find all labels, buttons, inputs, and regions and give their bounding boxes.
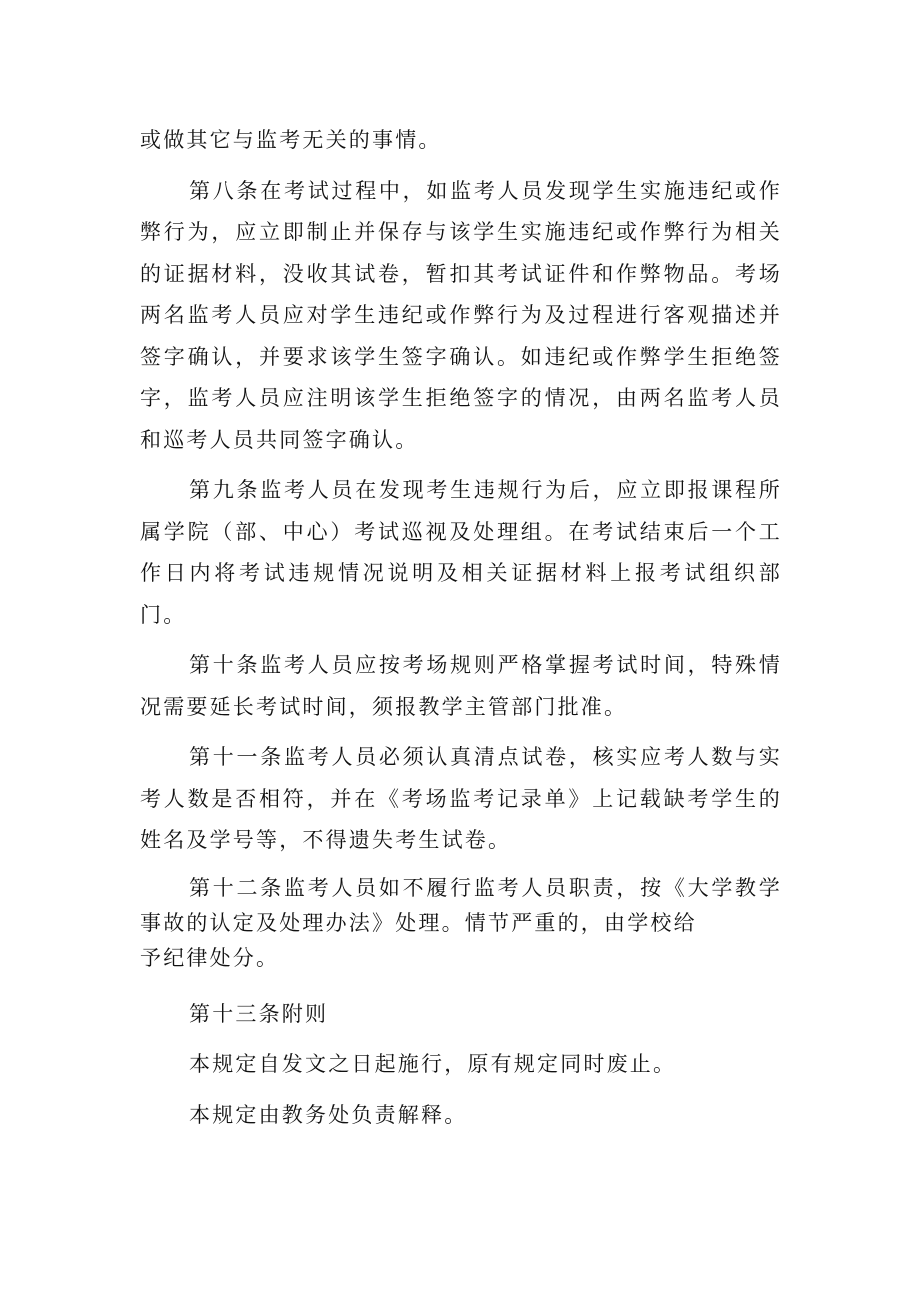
- interpretation-note: 本规定由教务处负责解释。: [189, 1102, 468, 1127]
- effective-date-note: 本规定自发文之日起施行，原有规定同时废止。: [189, 1052, 677, 1076]
- article-12-line-2: 予纪律处分。: [140, 945, 280, 970]
- article-8: 第八条在考试过程中，如监考人员发现学生实施违纪或作弊行为，应立即制止并保存与该学生实施违纪或作弊行为相关的证据材料，没收其试卷，暂扣其考试证件和作弊物品。考场两名监考人员应对学生违纪或作弊行为及过程进行客观描述并签字确认，并要求该学生签字确认。如违纪或作弊学生拒绝签字，监考人员应注明该学生拒绝签字的情况，由两名监考人员和巡考人员共同签字确认。: [140, 178, 782, 452]
- article-12: [140, 871, 782, 976]
- article-9: 第九条监考人员在发现考生违规行为后，应立即报课程所属学院（部、中心）考试巡视及处理组。在考试结束后一个工作日内将考试违规情况说明及相关证据材料上报考试组织部门。: [140, 478, 782, 627]
- document-body: [140, 120, 782, 1145]
- article-13: 第十三条附则: [189, 1001, 329, 1026]
- article-12-line-1: 第十二条监考人员如不履行监考人员职责，按《大学教学事故的认定及处理办法》处理。情节严重的，由学校给: [140, 875, 782, 935]
- article-10: 第十条监考人员应按考场规则严格掌握考试时间，特殊情况需要延长考试时间，须报教学主管部门批准。: [140, 653, 782, 719]
- paragraph-continuation: 或做其它与监考无关的事情。: [140, 128, 442, 152]
- article-11: 第十一条监考人员必须认真清点试卷，核实应考人数与实考人数是否相符，并在《考场监考记录单》上记载缺考学生的姓名及学号等，不得遗失考生试卷。: [140, 745, 782, 852]
